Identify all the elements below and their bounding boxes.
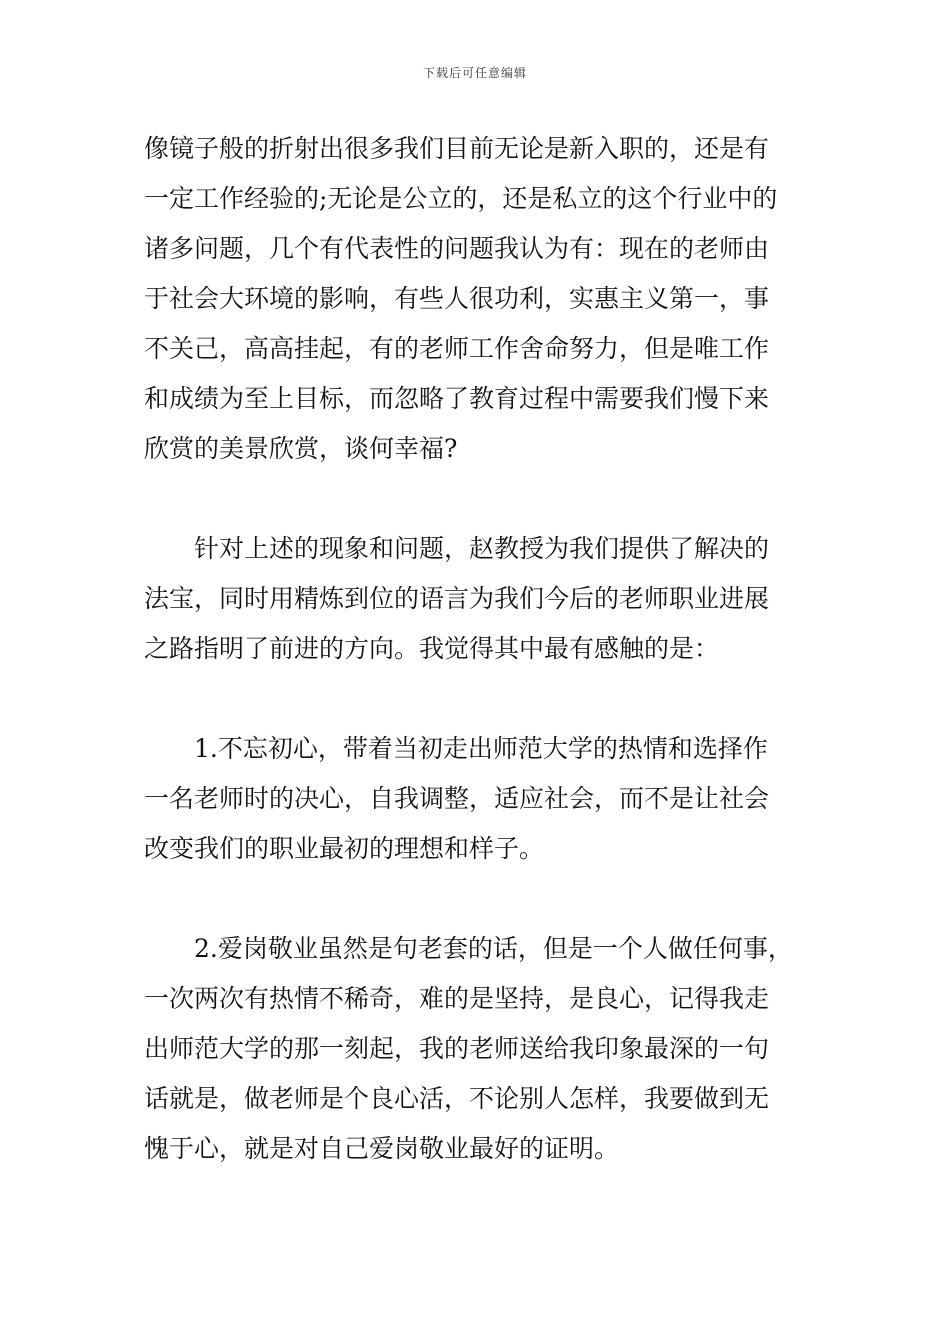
paragraph-2	[144, 524, 808, 674]
text-line: 一次两次有热情不稀奇，难的是坚持，是良心，记得我走	[144, 984, 770, 1013]
paragraph-spacer	[144, 674, 808, 724]
text-line: 一定工作经验的;无论是公立的，还是私立的这个行业中的	[144, 184, 778, 213]
paragraph-spacer	[144, 874, 808, 924]
text-line: 2.爱岗敬业虽然是句老套的话，但是一个人做任何事，	[194, 934, 793, 963]
paragraph-spacer	[144, 474, 808, 524]
text-line: 诸多问题，几个有代表性的问题我认为有：现在的老师由	[144, 234, 770, 263]
text-line: 话就是，做老师是个良心活，不论别人怎样，我要做到无	[144, 1084, 770, 1113]
text-line: 欣赏的美景欣赏，谈何幸福?	[144, 434, 458, 463]
text-line: 针对上述的现象和问题，赵教授为我们提供了解决的	[194, 534, 770, 563]
text-line: 像镜子般的折射出很多我们目前无论是新入职的，还是有	[144, 134, 770, 163]
text-line: 出师范大学的那一刻起，我的老师送给我印象最深的一句	[144, 1034, 770, 1063]
text-line: 愧于心，就是对自己爱岗敬业最好的证明。	[144, 1134, 620, 1163]
text-line: 之路指明了前进的方向。我觉得其中最有感触的是：	[144, 634, 720, 663]
text-line: 和成绩为至上目标，而忽略了教育过程中需要我们慢下来	[144, 384, 770, 413]
document-body	[144, 124, 808, 1174]
paragraph-4	[144, 924, 808, 1174]
paragraph-3	[144, 724, 808, 874]
text-line: 改变我们的职业最初的理想和样子。	[144, 834, 545, 863]
page-header: 下载后可任意编辑	[422, 66, 527, 80]
text-line: 不关己，高高挂起，有的老师工作舍命努力，但是唯工作	[144, 334, 770, 363]
text-line: 法宝，同时用精炼到位的语言为我们今后的老师职业进展	[144, 584, 770, 613]
text-line: 于社会大环境的影响，有些人很功利，实惠主义第一，事	[144, 284, 770, 313]
paragraph-1	[144, 124, 808, 474]
text-line: 一名老师时的决心，自我调整，适应社会，而不是让社会	[144, 784, 770, 813]
text-line: 1.不忘初心，带着当初走出师范大学的热情和选择作	[194, 734, 768, 763]
